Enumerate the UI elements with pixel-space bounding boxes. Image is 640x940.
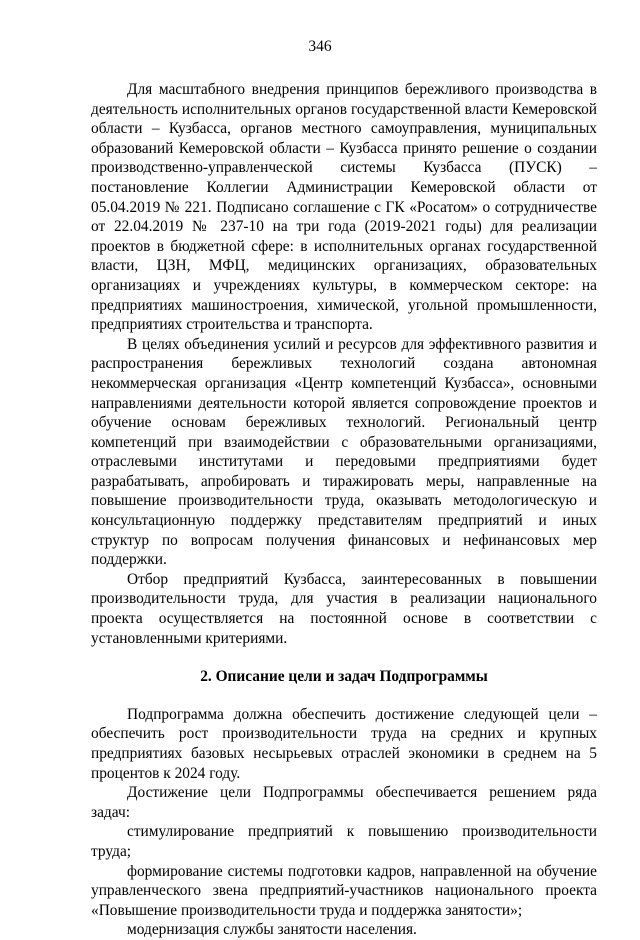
task-item-stimulation: стимулирование предприятий к повышению производительности труда; [91, 823, 597, 860]
paragraph-goal: Подпрограмма должна обеспечить достижение следующей цели – обеспечить рост производительности труда на средних и крупных предприятиях базовых несырьевых отраслей экономики в среднем на 5 процентов к 2024 году. [91, 705, 597, 782]
section-heading: 2. Описание цели и задач Подпрограммы [200, 668, 488, 686]
document-body [91, 80, 597, 940]
paragraph-enterprise-selection: Отбор предприятий Кузбасса, заинтересованных в повышении производительности труда, для участия в реализации национального проекта осуществляется на постоянной основе в соответствии с установленными критериями. [91, 570, 597, 647]
paragraph-competence-center: В целях объединения усилий и ресурсов для эффективного развития и распространения бережливых технологий создана автономная некоммерческая организация «Центр компетенций Кузбасса», основными направлениями деятельности которой является сопровождение проектов и обучение основам бережливых технологий. Региональный центр компетенций при взаимодействии с образовательными организациями, отраслевыми институтами и передовыми предприятиями будет разрабатывать, апробировать и тиражировать меры, направленные на повышение производительности труда, оказывать методологическую и консультационную поддержку представителям предприятий и иных структур по вопросам получения финансовых и нефинансовых мер поддержки. [91, 335, 597, 569]
paragraph-tasks-intro: Достижение цели Подпрограммы обеспечивается решением ряда задач: [91, 784, 597, 821]
task-item-training: формирование системы подготовки кадров, направленной на обучение управленческого звена предприятий-участников национального проекта «Повышение производительности труда и поддержка занятости»; [91, 862, 597, 919]
paragraph-lean-production: Для масштабного внедрения принципов бережливого производства в деятельность исполнительных органов государственной власти Кемеровской области – Кузбасса, органов местного самоуправления, муниципальных образований Кемеровской области – Кузбасса принято решение о создании производственно-управленческой системы Кузбасса (ПУСК) – постановление Коллегии Администрации Кемеровской области от 05.04.2019 № 221. Подписано соглашение с ГК «Росатом» о сотрудничестве от 22.04.2019 № 237-10 на три года (2019-2021 годы) для реализации проектов в бюджетной сфере: в исполнительных органах государственной власти, ЦЗН, МФЦ, медицинских организациях, образовательных организациях и учреждениях культуры, в коммерческом секторе: на предприятиях машиностроения, химической, угольной промышленности, предприятиях строительства и транспорта. [91, 81, 597, 334]
page-number: 346 [308, 38, 332, 55]
task-item-employment-service: модернизация службы занятости населения. [127, 921, 417, 939]
